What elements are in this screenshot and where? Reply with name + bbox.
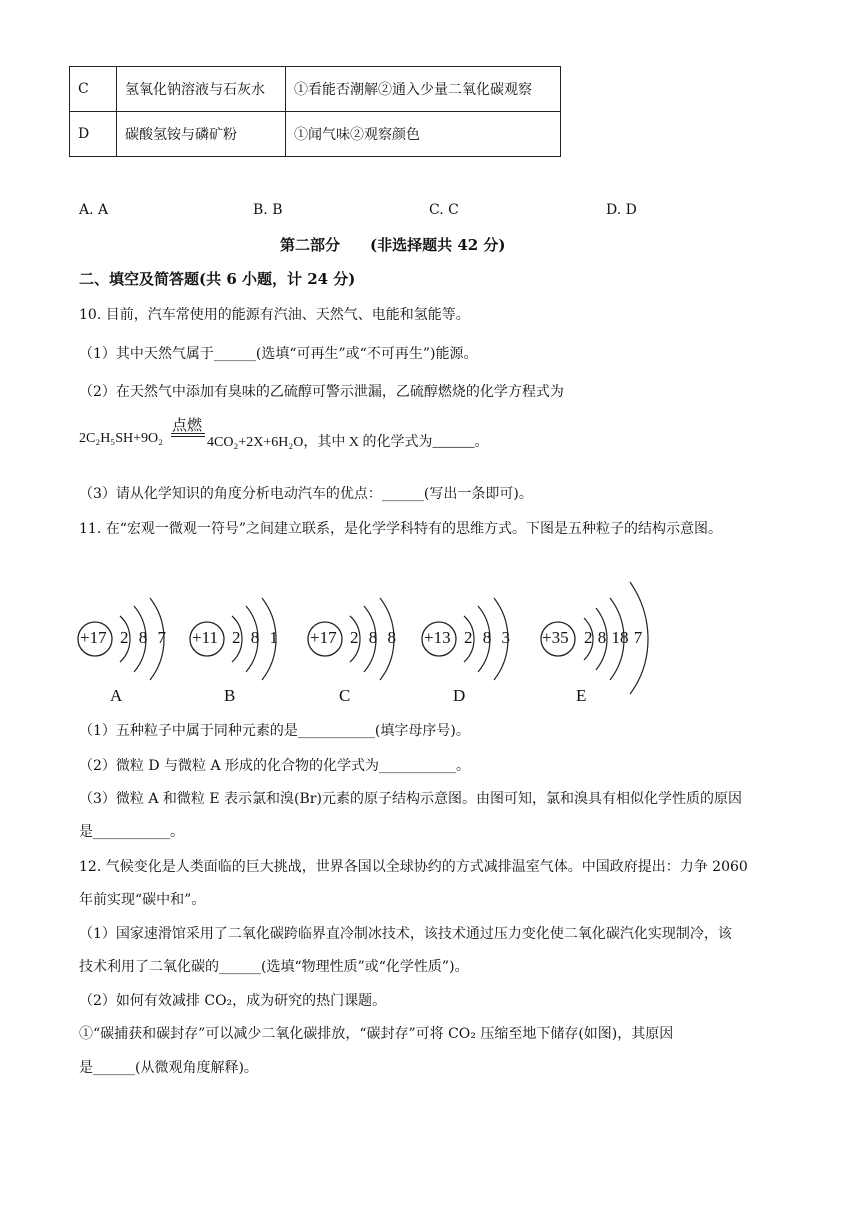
nucleus-charge: +17 — [80, 628, 107, 647]
equation-arrow — [171, 433, 205, 437]
choice-a[interactable]: A. A — [79, 202, 109, 218]
q12-part1-line1: （1）国家速滑馆采用了二氧化碳跨临界直冷制冰技术，该技术通过压力变化使二氧化碳汽化实现制冷，该 — [79, 926, 732, 942]
equation-left: 2C₂H₅SH+9O₂ — [79, 431, 163, 446]
nucleus-charge: +11 — [192, 628, 218, 647]
atom-diagram-c — [306, 584, 410, 692]
q12-part1-line2: 技术利用了二氧化碳的______(选填“物理性质”或“化学性质”)。 — [79, 959, 469, 975]
q12-part2-1-line2: 是______(从微观角度解释)。 — [79, 1060, 258, 1076]
atom-diagram-b — [188, 584, 292, 692]
row-letter: C — [70, 67, 117, 112]
atom-diagram-a — [76, 584, 180, 692]
row-method: ①闻气味②观察颜色 — [286, 112, 561, 157]
electron-shells: 2 8 3 — [464, 628, 510, 647]
atom-diagram-d — [420, 584, 524, 692]
equation-right: 4CO₂+2X+6H₂O，其中 X 的化学式为______。 — [207, 435, 489, 450]
choice-c[interactable]: C. C — [429, 202, 459, 218]
choice-b[interactable]: B. B — [253, 202, 283, 218]
nucleus-charge: +17 — [310, 628, 337, 647]
nucleus-charge: +13 — [424, 628, 451, 647]
q12-part2-1-line1: ①“碳捕获和碳封存”可以减少二氧化碳排放，“碳封存”可将 CO₂ 压缩至地下储存(如图)，其原因 — [79, 1026, 674, 1042]
q11-stem: 11. 在“宏观一微观一符号”之间建立联系，是化学学科特有的思维方式。下图是五种粒子的结构示意图。 — [79, 521, 723, 537]
q10-part2: （2）在天然气中添加有臭味的乙硫醇可警示泄漏，乙硫醇燃烧的化学方程式为 — [79, 384, 564, 400]
choice-d[interactable]: D. D — [606, 202, 637, 218]
row-letter: D — [70, 112, 117, 157]
atom-label-a: A — [110, 686, 123, 705]
atom-diagram-e — [538, 576, 662, 698]
electron-shells: 2 8 8 — [350, 628, 396, 647]
q12-stem-line1: 12. 气候变化是人类面临的巨大挑战，世界各国以全球协约的方式减排温室气体。中国政府提出：力争 2060 — [79, 859, 748, 875]
equation-condition: 点燃 — [172, 416, 203, 434]
q10-part1: （1）其中天然气属于______(选填“可再生”或“不可再生”)能源。 — [79, 346, 478, 362]
electron-shells: 2 8 1 — [232, 628, 278, 647]
atom-label-b: B — [224, 686, 236, 705]
q11-part1: （1）五种粒子中属于同种元素的是___________(填字母序号)。 — [79, 723, 470, 739]
section-title: 二、填空及简答题(共 6 小题，计 24 分) — [79, 270, 356, 288]
row-reagents: 氢氧化钠溶液与石灰水 — [117, 67, 286, 112]
part-title: 第二部分 (非选择题共 42 分) — [280, 236, 506, 254]
electron-shells: 2 8 7 — [120, 628, 166, 647]
table-row — [70, 112, 561, 157]
atom-label-e: E — [576, 686, 587, 705]
options-table — [69, 66, 561, 157]
q11-part3-line2: 是___________。 — [79, 824, 184, 840]
electron-shells: 2 8 18 7 — [584, 628, 643, 647]
q12-stem-line2: 年前实现“碳中和”。 — [79, 892, 206, 908]
q12-part2: （2）如何有效减排 CO₂，成为研究的热门课题。 — [79, 993, 387, 1009]
atom-label-c: C — [339, 686, 351, 705]
row-reagents: 碳酸氢铵与磷矿粉 — [117, 112, 286, 157]
table-row — [70, 67, 561, 112]
row-method: ①看能否潮解②通入少量二氧化碳观察 — [286, 67, 561, 112]
nucleus-charge: +35 — [542, 628, 569, 647]
q11-part2: （2）微粒 D 与微粒 A 形成的化合物的化学式为___________。 — [79, 758, 471, 774]
atom-label-d: D — [453, 686, 466, 705]
q10-stem: 10. 目前，汽车常使用的能源有汽油、天然气、电能和氢能等。 — [79, 307, 470, 323]
q11-part3-line1: （3）微粒 A 和微粒 E 表示氯和溴(Br)元素的原子结构示意图。由图可知，氯和溴具有相似化学性质的原因 — [79, 791, 742, 807]
q10-part3: （3）请从化学知识的角度分析电动汽车的优点：______(写出一条即可)。 — [79, 486, 533, 502]
